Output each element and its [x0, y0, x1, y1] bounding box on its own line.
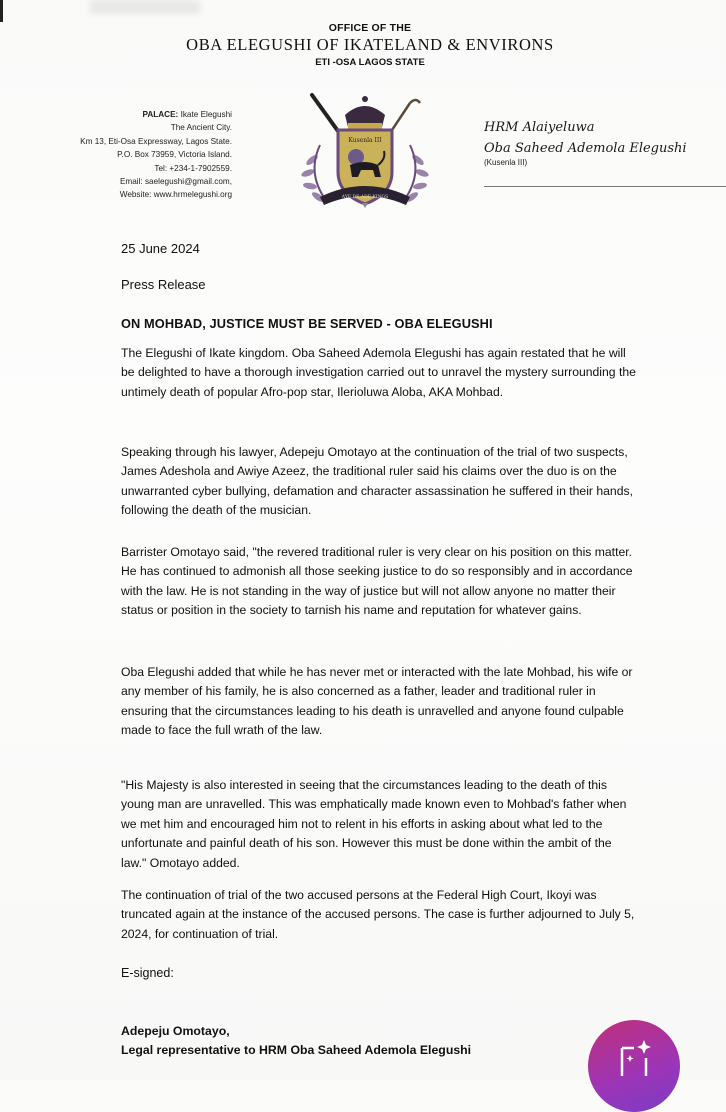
paragraph: The continuation of trial of the two accused persons at the Federal High Court, Ikoyi was truncated again at the instance of the accused persons. The case is further adjourned to July 5, 2024, for continuation of trial. — [121, 888, 635, 941]
address-palace-value: Ikate Elegushi — [180, 110, 232, 119]
sparkle-edit-icon — [616, 1038, 656, 1078]
paragraph: Barrister Omotayo said, "the revered traditional ruler is very clear on his position on this matter. He has continued to admonish all those seeking justice to do so responsibly and in accordance with the law. He is not standing in the way of justice but will not allow anyone no matter their status or position in the society to tarnish his name and reputation for whatever gains. — [121, 545, 633, 618]
hrm-title: HRM Alaiyeluwa — [484, 120, 595, 135]
signer-name: Adepeju Omotayo, — [121, 1024, 230, 1038]
paragraph: "His Majesty is also interested in seeing that the circumstances leading to the death of this young man are unravelled. This was emphatically made known even to Mohbad's father when we met him and encouraged him not to relent in his efforts in asking about what led to the unfortunate and painful death of his son. However this must be done within the ambit of the law." Omotayo added. — [121, 778, 627, 870]
paragraph: Speaking through his lawyer, Adepeju Omotayo at the continuation of the trial of two suspects, James Adeshola and Awiye Azeez, the traditional ruler said his claims over the duo is on the unwarranted cyber bullying, defamation and character assassination he suffered in their hands, following the death of the musician. — [121, 445, 633, 518]
letterhead-location: ETI -OSA LAGOS STATE — [315, 57, 425, 68]
letter-date: 25 June 2024 — [121, 241, 200, 256]
scan-edge — [0, 0, 3, 22]
signer-role: Legal representative to HRM Oba Saheed Ademola Elegushi — [121, 1043, 472, 1057]
crest-icon — [290, 85, 440, 220]
letter-headline: ON MOHBAD, JUSTICE MUST BE SERVED - OBA ELEGUSHI — [121, 316, 493, 331]
address-line: The Ancient City. — [170, 123, 232, 133]
address-line: Km 13, Eti-Osa Expressway, Lagos State. — [80, 136, 232, 146]
paragraph: The Elegushi of Ikate kingdom. Oba Saheed Ademola Elegushi has again restated that he will be delighted to have a thorough investigation carried out to unravel the mystery surrounding the untimely death of popular Afro-pop star, Ilerioluwa Aloba, AKA Mohbad. — [121, 346, 636, 399]
letterhead — [180, 22, 560, 68]
header-divider — [484, 186, 726, 187]
address-palace-label: PALACE: — [142, 110, 179, 119]
address-website: Website: www.hrmelegushi.org — [119, 190, 232, 200]
letter-type: Press Release — [121, 277, 206, 292]
crest-shield-text: Kusenla III — [348, 137, 382, 144]
hrm-subtitle: (Kusenla III) — [484, 158, 528, 167]
ai-edit-button[interactable] — [588, 1020, 680, 1112]
hrm-block — [484, 120, 726, 167]
address-palace — [18, 108, 232, 121]
address-line: P.O. Box 73959, Victoria Island. — [117, 150, 232, 160]
crest-banner-text: AYE DE ADE KINGS — [341, 195, 389, 200]
royal-crest — [290, 85, 440, 220]
signature-block — [121, 1022, 637, 1060]
hrm-name: Oba Saheed Ademola Elegushi — [484, 141, 687, 156]
scan-smudge — [90, 0, 200, 14]
paragraph: Oba Elegushi added that while he has never met or interacted with the late Mohbad, his wife or any member of his family, he is also concerned as a father, leader and traditional ruler in ensuring that the circumstances leading to his death is unravelled and anyone found culpable made to face the full wrath of the law. — [121, 665, 633, 738]
address-email: Email: saelegushi@gmail.com, — [119, 177, 232, 187]
letterhead-title: OBA ELEGUSHI OF IKATELAND & ENVIRONS — [186, 35, 554, 54]
esigned-label: E-signed: — [121, 966, 174, 980]
address-tel: Tel: +234-1-7902559. — [154, 163, 232, 173]
letterhead-office: OFFICE OF THE — [328, 22, 412, 34]
palace-address — [18, 108, 232, 202]
